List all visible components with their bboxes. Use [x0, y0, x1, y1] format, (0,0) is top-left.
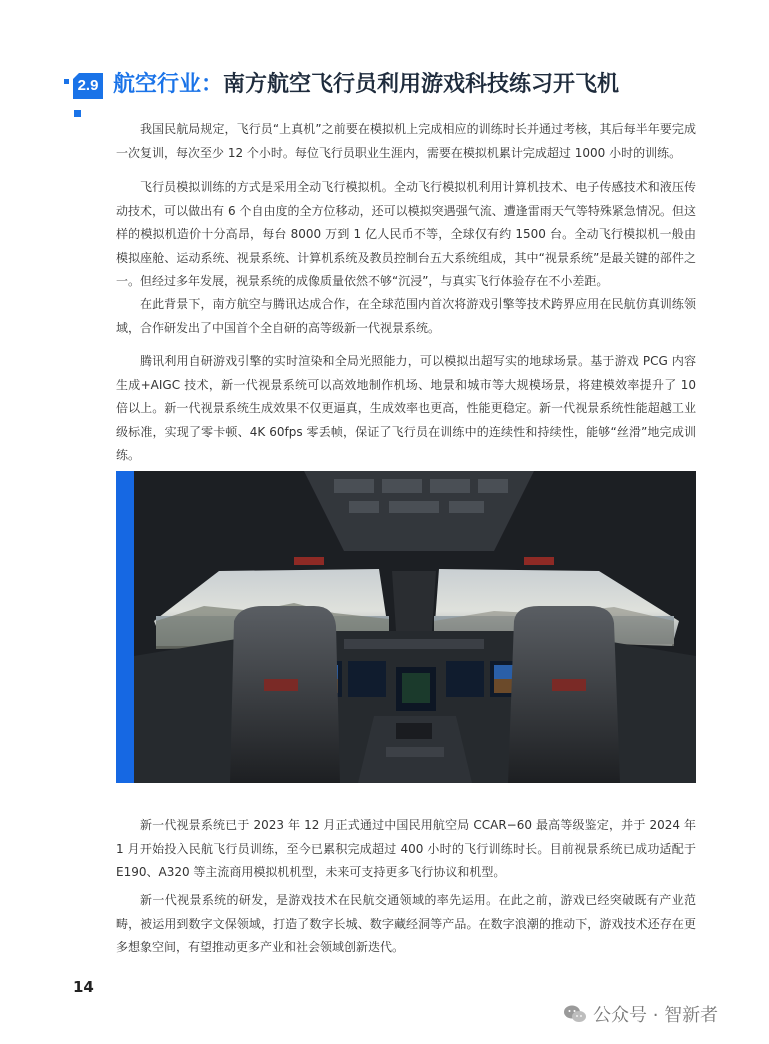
section-number-badge [73, 73, 103, 99]
watermark-text: 公众号 · 智新者 [593, 1005, 719, 1026]
cockpit-illustration [134, 471, 696, 783]
image-accent-stripe [116, 471, 134, 783]
section-number: 2.9 [77, 77, 99, 94]
section-title-main: 南方航空飞行员利用游戏科技练习开飞机 [223, 72, 620, 97]
paragraph-1: 我国民航局规定，飞行员“上真机”之前要在模拟机上完成相应的训练时长并通过考核，其后每半年要完成一次复训，每次至少 12 个小时。每位飞行员职业生涯内，需要在模拟机累计完成超过 1000 小时的训练。 [116, 122, 696, 160]
wechat-icon [563, 1004, 587, 1024]
section-title-prefix: 航空行业： [113, 72, 224, 97]
page-number: 14 [73, 978, 94, 996]
watermark [563, 1001, 718, 1027]
paragraph-2: 飞行员模拟训练的方式是采用全动飞行模拟机。全动飞行模拟机利用计算机技术、电子传感技术和液压传动技术，可以做出有 6 个自由度的全方位移动，还可以模拟突遇强气流、遭逢雷雨天气等特殊紧急情况。但这样的模拟机造价十分高昂，每台 8000 万到 1 亿人民币不等，全球仅有约 1500 台。全动飞行模拟机一般由模拟座舱、运动系统、视景系统、计算机系统及教员控制台五大系统组成，其中“视景系统”是最关键的部件之一。但经过多年发展，视景系统的成像质量依然不够“沉浸”，与真实飞行体验存在不小差距。 [116, 180, 696, 288]
cockpit-simulator-image [116, 471, 696, 783]
decor-square-bottom [74, 110, 81, 117]
paragraph-5: 新一代视景系统已于 2023 年 12 月正式通过中国民用航空局 CCAR−60 最高等级鉴定，并于 2024 年 1 月开始投入民航飞行员训练，至今已累积完成超过 400 小时的飞行训练时长。目前视景系统已成功适配于 E190、A320 等主流商用模拟机机型，未来可支持更多飞行协议和机型。 [116, 818, 696, 879]
section-title [113, 70, 733, 100]
paragraph-4: 腾讯利用自研游戏引擎的实时渲染和全局光照能力，可以模拟出超写实的地球场景。基于游戏 PCG 内容生成+AIGC 技术，新一代视景系统可以高效地制作机场、地景和城市等大规模场景，将建模效率提升了 10 倍以上。新一代视景系统生成效果不仅更逼真，生成效率也更高，性能更稳定。新一代视景系统性能超越工业级标准，实现了零卡顿、4K 60fps 零丢帧，保证了飞行员在训练中的连续性和持续性，能够“丝滑”地完成训练。 [116, 354, 696, 462]
paragraph-3: 在此背景下，南方航空与腾讯达成合作，在全球范围内首次将游戏引擎等技术跨界应用在民航仿真训练领域，合作研发出了中国首个全自研的高等级新一代视景系统。 [116, 297, 696, 335]
paragraph-6: 新一代视景系统的研发，是游戏技术在民航交通领域的率先运用。在此之前，游戏已经突破既有产业范畴，被运用到数字文保领域，打造了数字长城、数字藏经洞等产品。在数字浪潮的推动下，游戏技术还存在更多想象空间，有望推动更多产业和社会领域创新迭代。 [116, 893, 696, 954]
decor-square-top [64, 79, 69, 84]
